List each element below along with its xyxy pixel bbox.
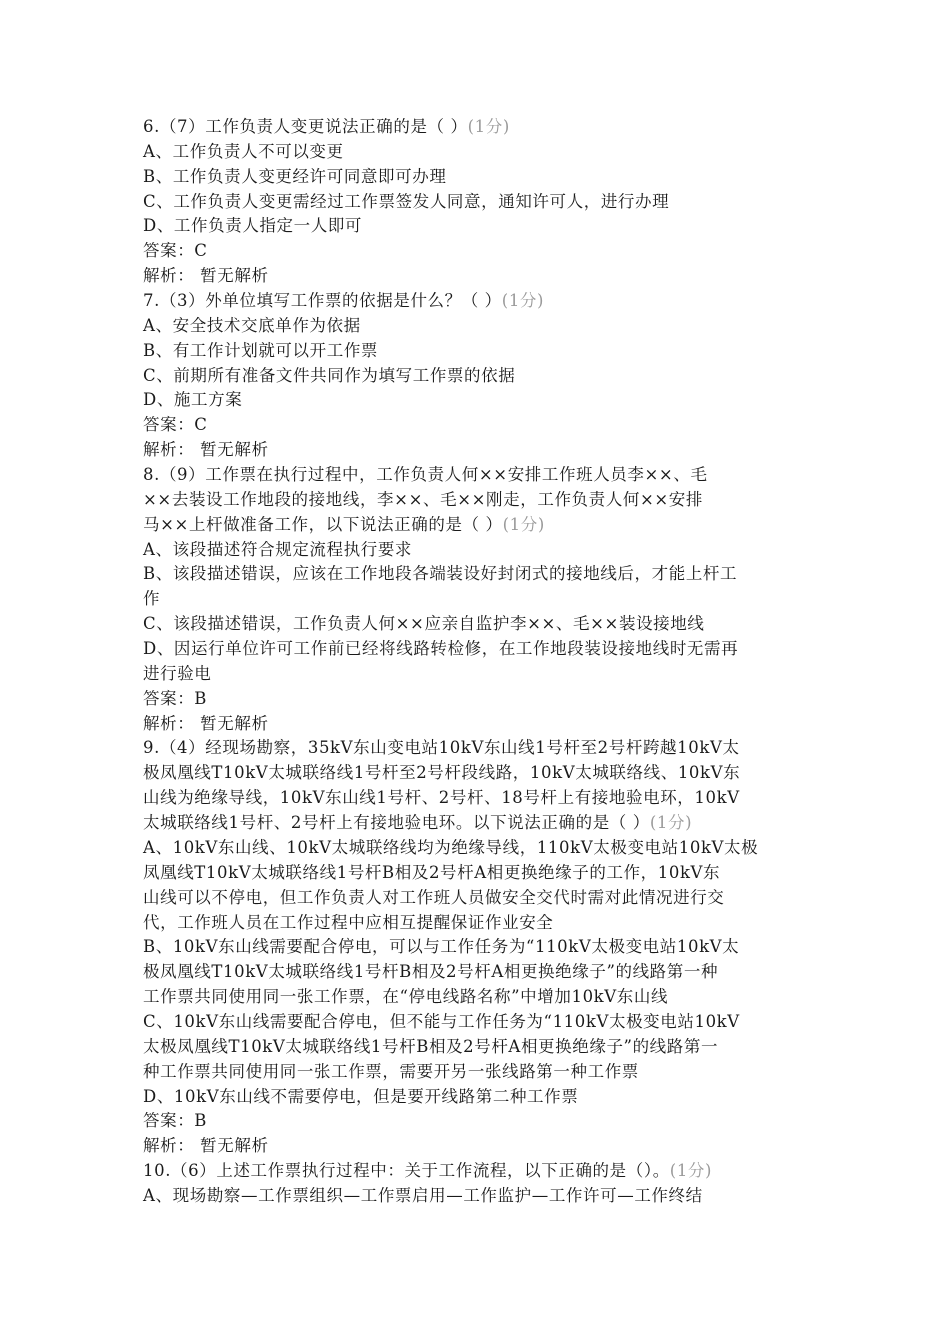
question-8 [143, 463, 811, 736]
option-b: B、有工作计划就可以开工作票 [143, 340, 379, 360]
analysis: 解析： 暂无解析 [143, 1136, 269, 1156]
option-a-line-2: 凤凰线T10kV太城联络线1号杆B相及2号杆A相更换绝缘子的工作，10kV东 [143, 862, 721, 882]
option-d: D、10kV东山线不需要停电，但是要开线路第二种工作票 [143, 1086, 579, 1106]
question-stem-line-3 [143, 513, 811, 538]
question-10 [143, 1159, 811, 1209]
stem-text: 太城联络线1号杆、2号杆上有接地验电环。以下说法正确的是（ ） [143, 813, 650, 833]
question-stem-line-2: ××去装设工作地段的接地线，李××、毛××刚走，工作负责人何××安排 [143, 489, 704, 509]
score-label: (1分) [501, 291, 545, 311]
option-b-line-1: B、该段描述错误，应该在工作地段各端装设好封闭式的接地线后，才能上杆工 [143, 564, 738, 584]
option-b-line-2: 极凤凰线T10kV太城联络线1号杆B相及2号杆A相更换绝缘子”的线路第一种 [143, 962, 719, 982]
option-c: C、工作负责人变更需经过工作票签发人同意，通知许可人，进行办理 [143, 191, 670, 211]
question-7 [143, 289, 811, 463]
option-d-line-1: D、因运行单位许可工作前已经将线路转检修，在工作地段装设接地线时无需再 [143, 639, 739, 659]
option-b-line-2: 作 [143, 589, 161, 609]
answer: 答案：C [143, 241, 208, 261]
analysis: 解析： 暂无解析 [143, 266, 269, 286]
option-c: C、前期所有准备文件共同作为填写工作票的依据 [143, 365, 516, 385]
option-a-line-3: 山线可以不停电，但工作负责人对工作班人员做安全交代时需对此情况进行交 [143, 887, 725, 907]
stem-text: 马××上杆做准备工作，以下说法正确的是（ ） [143, 514, 503, 534]
option-b-line-3: 工作票共同使用同一张工作票，在“停电线路名称”中增加10kV东山线 [143, 987, 669, 1007]
question-stem-line-1: 8.（9）工作票在执行过程中，工作负责人何××安排工作班人员李××、毛 [143, 465, 708, 485]
option-b: B、工作负责人变更经许可同意即可办理 [143, 166, 447, 186]
score-label: (1分) [669, 1161, 713, 1181]
option-a-line-1: A、10kV东山线、10kV太城联络线均为绝缘导线，110kV太极变电站10kV太极 [143, 837, 759, 857]
score-label: (1分) [649, 813, 693, 833]
option-d: D、施工方案 [143, 390, 243, 410]
stem-text: 7.（3）外单位填写工作票的依据是什么？（ ） [143, 291, 502, 311]
option-d: D、工作负责人指定一人即可 [143, 216, 363, 236]
question-stem-line-3: 山线为绝缘导线，10kV东山线1号杆、2号杆、18号杆上有接地验电环，10kV [143, 788, 740, 808]
question-stem-line-2: 极凤凰线T10kV太城联络线1号杆至2号杆段线路，10kV太城联络线、10kV东 [143, 763, 741, 783]
question-stem-line-4 [143, 811, 811, 836]
question-stem [143, 115, 811, 140]
answer: 答案：B [143, 688, 208, 708]
exam-document [143, 115, 811, 1209]
answer: 答案：B [143, 1111, 208, 1131]
answer: 答案：C [143, 415, 208, 435]
stem-text: 6.（7）工作负责人变更说法正确的是（ ） [143, 117, 468, 136]
option-a: A、安全技术交底单作为依据 [143, 315, 361, 335]
option-d-line-2: 进行验电 [143, 663, 212, 683]
option-b-line-1: B、10kV东山线需要配合停电，可以与工作任务为“110kV太极变电站10kV太 [143, 937, 740, 957]
option-a: A、该段描述符合规定流程执行要求 [143, 539, 413, 559]
option-c: C、该段描述错误，工作负责人何××应亲自监护李××、毛××装设接地线 [143, 614, 705, 634]
option-c-line-3: 种工作票共同使用同一张工作票，需要开另一张线路第一种工作票 [143, 1061, 639, 1081]
question-6 [143, 115, 811, 289]
question-stem [143, 289, 811, 314]
stem-text: 10.（6）上述工作票执行过程中：关于工作流程，以下正确的是（）。 [143, 1161, 670, 1181]
analysis: 解析： 暂无解析 [143, 440, 269, 460]
analysis: 解析： 暂无解析 [143, 713, 269, 733]
option-a-line-4: 代，工作班人员在工作过程中应相互提醒保证作业安全 [143, 912, 554, 932]
option-c-line-1: C、10kV东山线需要配合停电，但不能与工作任务为“110kV太极变电站10kV [143, 1011, 740, 1031]
option-c-line-2: 太极凤凰线T10kV太城联络线1号杆B相及2号杆A相更换绝缘子”的线路第一 [143, 1036, 719, 1056]
question-stem-line-1: 9.（4）经现场勘察，35kV东山变电站10kV东山线1号杆至2号杆跨越10kV太 [143, 738, 740, 758]
option-a: A、现场勘察—工作票组织—工作票启用—工作监护—工作许可—工作终结 [143, 1185, 703, 1205]
option-a: A、工作负责人不可以变更 [143, 141, 344, 161]
score-label: (1分) [467, 117, 510, 136]
question-stem [143, 1159, 811, 1184]
score-label: (1分) [502, 514, 545, 534]
question-9 [143, 736, 811, 1159]
